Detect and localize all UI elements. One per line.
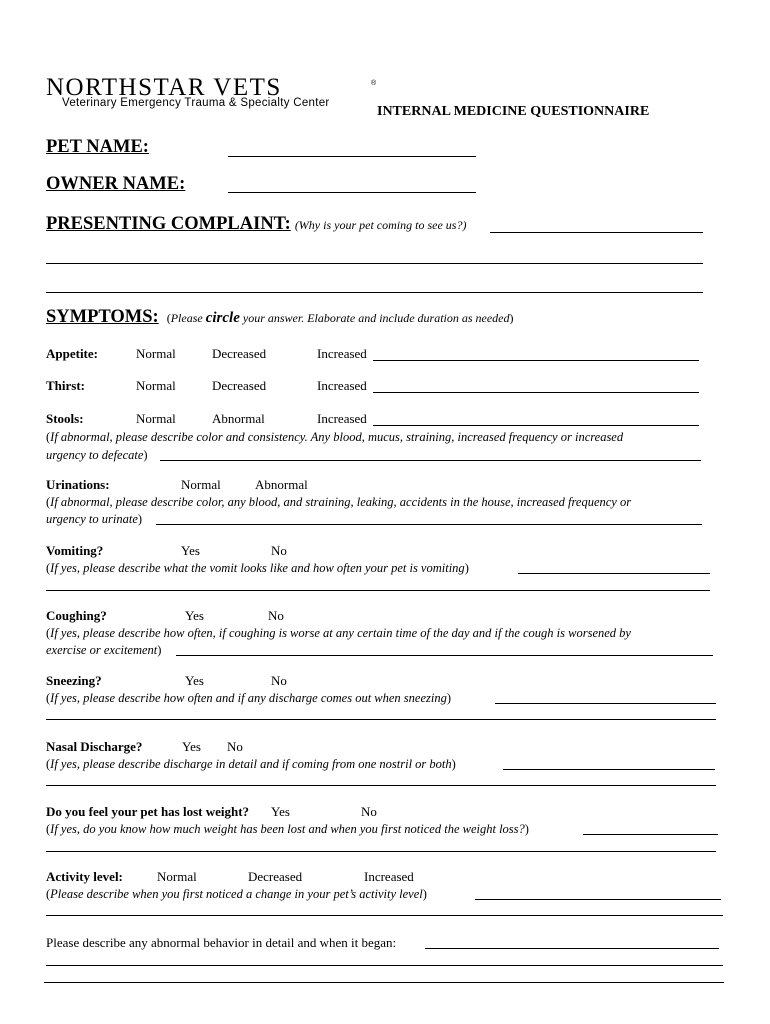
urinations-detail-field[interactable]: [156, 524, 702, 525]
behavior-field-2[interactable]: [46, 965, 723, 966]
appetite-option-increased[interactable]: Increased: [317, 346, 367, 361]
activity-level-label: Activity level:: [46, 869, 123, 884]
symptoms-heading: SYMPTOMS: (Please circle your answer. Elaborate and include duration as needed): [46, 307, 514, 327]
stools-option-abnormal[interactable]: Abnormal: [212, 411, 265, 426]
urinations-option-normal[interactable]: Normal: [181, 477, 221, 492]
urinations-option-abnormal[interactable]: Abnormal: [255, 477, 308, 492]
sneezing-note: (If yes, please describe how often and if any discharge comes out when sneezing): [46, 691, 452, 705]
appetite-option-normal[interactable]: Normal: [136, 346, 176, 361]
nasal-field-2[interactable]: [46, 785, 716, 786]
nasal-field-1[interactable]: [503, 769, 715, 770]
nasal-note: (If yes, please describe discharge in detail and if coming from one nostril or both): [46, 757, 456, 771]
stools-note-line1: (If abnormal, please describe color and consistency. Any blood, mucus, straining, increased frequency or increased: [46, 430, 624, 444]
urinations-note-line1: (If abnormal, please describe color, any blood, and straining, leaking, accidents in the house, increased frequency or: [46, 495, 632, 509]
bottom-rule: [44, 982, 724, 983]
stools-field[interactable]: [373, 425, 699, 426]
presenting-complaint-heading: [46, 214, 466, 235]
activity-option-increased[interactable]: Increased: [364, 869, 414, 884]
complaint-field-3[interactable]: [46, 292, 703, 293]
weight-option-yes[interactable]: Yes: [271, 804, 290, 819]
registered-mark: ®: [371, 80, 377, 87]
presenting-complaint-note: (Why is your pet coming to see us?): [294, 218, 467, 232]
coughing-option-no[interactable]: No: [268, 608, 284, 623]
coughing-label: Coughing?: [46, 608, 107, 623]
sneezing-label: Sneezing?: [46, 673, 102, 688]
activity-option-normal[interactable]: Normal: [157, 869, 197, 884]
owner-name-label: OWNER NAME:: [46, 174, 186, 194]
weight-field-2[interactable]: [46, 851, 716, 852]
stools-note-line2: urgency to defecate): [46, 448, 148, 462]
stools-label: Stools:: [46, 411, 84, 426]
thirst-option-increased[interactable]: Increased: [317, 378, 367, 393]
weight-note: (If yes, do you know how much weight has been lost and when you first noticed the weight loss?): [46, 822, 529, 836]
nasal-option-no[interactable]: No: [227, 739, 243, 754]
logo-subtitle: Veterinary Emergency Trauma & Specialty Center: [62, 97, 330, 109]
activity-option-decreased[interactable]: Decreased: [248, 869, 303, 884]
coughing-note-line2: exercise or excitement): [46, 643, 162, 657]
nasal-option-yes[interactable]: Yes: [182, 739, 201, 754]
pet-name-field[interactable]: [228, 156, 476, 157]
sneezing-field-2[interactable]: [46, 719, 716, 720]
urinations-label: Urinations:: [46, 477, 110, 492]
nasal-discharge-label: Nasal Discharge?: [46, 739, 143, 754]
vomiting-option-no[interactable]: No: [271, 543, 287, 558]
weight-field-1[interactable]: [583, 834, 718, 835]
owner-name-field[interactable]: [228, 192, 476, 193]
appetite-option-decreased[interactable]: Decreased: [212, 346, 267, 361]
complaint-field-1[interactable]: [490, 232, 703, 233]
logo-wordmark: NORTHSTAR VETS: [46, 74, 282, 101]
thirst-label: Thirst:: [46, 378, 85, 393]
vomiting-label: Vomiting?: [46, 543, 104, 558]
circle-emphasis: circle: [205, 310, 240, 326]
vomiting-field-1[interactable]: [518, 573, 710, 574]
vomiting-option-yes[interactable]: Yes: [181, 543, 200, 558]
stools-detail-field[interactable]: [160, 460, 701, 461]
coughing-note-line1: (If yes, please describe how often, if coughing is worse at any certain time of the day and if the cough is worsened by: [46, 626, 631, 640]
sneezing-option-yes[interactable]: Yes: [185, 673, 204, 688]
abnormal-behavior-label: Please describe any abnormal behavior in detail and when it began:: [46, 935, 397, 950]
complaint-field-2[interactable]: [46, 263, 703, 264]
thirst-option-normal[interactable]: Normal: [136, 378, 176, 393]
sneezing-field-1[interactable]: [495, 703, 716, 704]
sneezing-option-no[interactable]: No: [271, 673, 287, 688]
presenting-complaint-label: PRESENTING COMPLAINT:: [46, 214, 291, 234]
pet-name-label: PET NAME:: [46, 137, 149, 157]
form-title: INTERNAL MEDICINE QUESTIONNAIRE: [377, 104, 650, 119]
activity-field-1[interactable]: [475, 899, 721, 900]
vomiting-note: (If yes, please describe what the vomit looks like and how often your pet is vomiting): [46, 561, 469, 575]
stools-option-normal[interactable]: Normal: [136, 411, 176, 426]
stools-option-increased[interactable]: Increased: [317, 411, 367, 426]
vomiting-field-2[interactable]: [46, 590, 710, 591]
urinations-note-line2: urgency to urinate): [46, 512, 143, 526]
coughing-option-yes[interactable]: Yes: [185, 608, 204, 623]
appetite-label: Appetite:: [46, 346, 98, 361]
weight-loss-label: Do you feel your pet has lost weight?: [46, 804, 250, 819]
activity-note: (Please describe when you first noticed a change in your pet’s activity level): [46, 887, 427, 901]
activity-field-2[interactable]: [46, 915, 723, 916]
behavior-field-1[interactable]: [425, 948, 719, 949]
thirst-option-decreased[interactable]: Decreased: [212, 378, 267, 393]
thirst-field[interactable]: [373, 392, 699, 393]
symptoms-label: SYMPTOMS:: [46, 307, 159, 327]
appetite-field[interactable]: [373, 360, 699, 361]
coughing-detail-field[interactable]: [176, 655, 713, 656]
weight-option-no[interactable]: No: [361, 804, 377, 819]
